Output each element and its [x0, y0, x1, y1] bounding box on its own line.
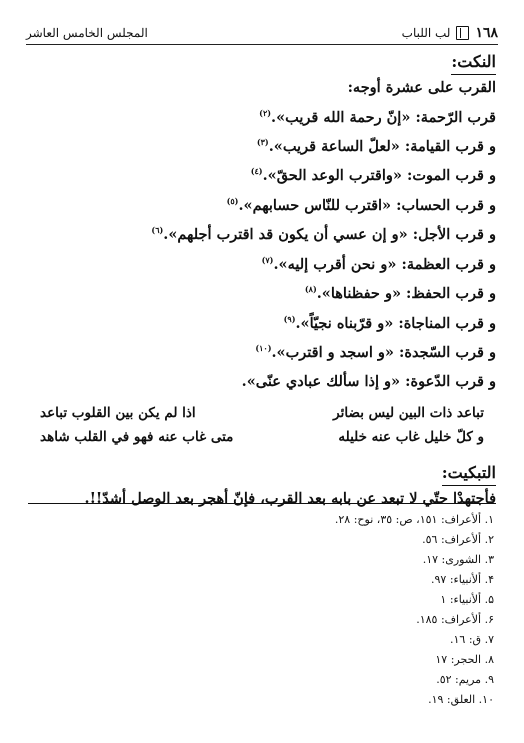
poem-block: [28, 401, 496, 449]
footnote-item: ۵. ألأنبياء: ١: [440, 593, 494, 606]
footnote-item: ٢. ألأعراف: ٥٦.: [422, 533, 494, 546]
footnote-marker: (٦): [151, 225, 164, 236]
poem-hemistich-left: متى غاب عنه فهو في القلب شاهد: [40, 428, 234, 445]
text-line: و قرب القيامة: «لعلّ الساعة قريب».$^{(٣)}$: [256, 137, 496, 155]
poem-hemistich-left: اذا لم يكن بين القلوب تباعد: [40, 404, 196, 421]
text-line: و قرب الأجل: «و إن عسي أن يكون قد اقترب أجلهم».$^{(٦)}$: [151, 225, 496, 244]
poem-hemistich-right: و كلّ خليل غاب عنه خليله: [338, 428, 484, 445]
text-line: و قرب الموت: «واقترب الوعد الحقّ».$^{(٤)}$: [250, 166, 496, 185]
footnote-item: ۴. ألأنبياء: ٩٧.: [431, 573, 494, 586]
chapter-title: المجلس الخامس العاشر: [26, 26, 148, 40]
footnotes: [30, 510, 494, 710]
footnote-marker: (٥): [226, 195, 239, 206]
text-line: قرب الرّحمة: «إنّ رحمة الله قريب».$^{(٢)}$: [259, 107, 496, 126]
main-content: [28, 50, 496, 511]
poem-verse: [28, 425, 496, 449]
text-line: و قرب الدّعوة: «و إذا سألك عبادي عنّى».: [241, 373, 496, 391]
text-line: و قرب الحفظ: «و حفظناها».$^{(٨)}$: [304, 284, 496, 302]
poem-verse: [28, 401, 496, 425]
footnote-marker: (١٠): [255, 342, 272, 353]
footnote-item: ١. ألأعراف: ١٥١، ص: ٣٥، نوح: ٢٨.: [334, 513, 494, 526]
text-line: و قرب الحساب: «اقترب للنّاس حسابهم».$^{(٥)}$: [226, 195, 496, 214]
footnote-marker: (٢): [259, 107, 272, 118]
footnote-item: ۶. ألأعراف: ١٨٥.: [416, 613, 494, 626]
poem-hemistich-right: تباعد ذات البين ليس بضائر: [333, 404, 484, 421]
header-right: [402, 25, 498, 41]
section-title-tabkit: التبكيت:: [442, 461, 496, 486]
footnote-marker: (٩): [283, 313, 296, 324]
footnote-marker: (٨): [304, 284, 317, 295]
page-header: [26, 22, 498, 45]
footnote-item: ١٠. العلق: ١٩.: [428, 693, 494, 706]
footnote-marker: (٧): [261, 254, 274, 265]
footnote-item: ٧. ق: ١٦.: [450, 633, 494, 646]
text-line: و قرب السّجدة: «و اسجد و اقترب».$^{(١٠)}$: [255, 342, 496, 361]
footnote-item: ٨. الحجر: ١٧: [435, 653, 494, 666]
footnote-item: ٣. الشورى: ١٧.: [422, 553, 494, 566]
footnote-marker: (٣): [256, 137, 269, 148]
footnote-divider: [28, 503, 496, 504]
text-line: و قرب العظمة: «و نحن أقرب إليه».$^{(٧)}$: [261, 254, 496, 273]
text-line: و قرب المناجاة: «و قرّبناه نجيّاً».$^{(٩)}$: [283, 313, 496, 332]
footnote-item: ٩. مريم: ٥٢.: [436, 673, 494, 686]
page-number: ١٦٨: [475, 25, 498, 41]
intro-line: القرب على عشرة أوجه:: [347, 79, 496, 96]
book-icon: [456, 26, 469, 40]
tabkit-text: فأجتهدْا حتّي لا تبعد عن بابه بعد القرب، فإنّ أهجر بعد الوصل أشدّ!!.: [84, 489, 496, 507]
book-title: لب اللباب: [401, 26, 451, 40]
footnote-marker: (٤): [250, 166, 263, 177]
section-title-nukat: النكت:: [451, 50, 496, 75]
